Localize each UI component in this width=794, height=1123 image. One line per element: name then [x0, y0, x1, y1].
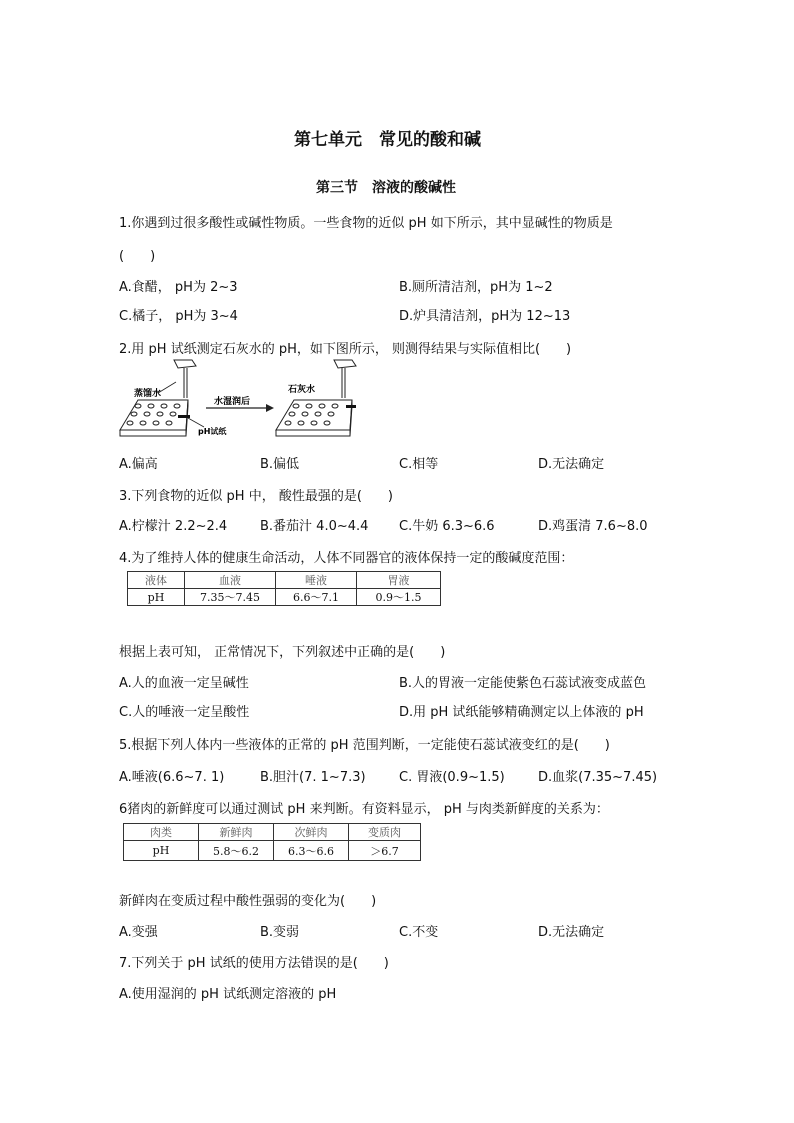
table-header-cell: 新鲜肉: [199, 824, 274, 841]
right-spot-plate: [276, 400, 352, 436]
q3-stem: 3.下列食物的近似 pH 中， 酸性最强的是( ): [119, 489, 393, 504]
q2-stem: 2.用 pH 试纸测定石灰水的 pH，如下图所示， 则测得结果与实际值相比( ): [119, 342, 572, 357]
table-header-cell: 肉类: [124, 824, 199, 841]
table-cell: ＞6.7: [349, 841, 421, 861]
q5-option-a: A.唾液(6.6~7. 1): [119, 770, 225, 785]
q5-option-b: B.胆汁(7. 1~7.3): [260, 770, 366, 785]
q4-stem: 4.为了维持人体的健康生命活动，人体不同器官的液体保持一定的酸碱度范围：: [119, 551, 574, 566]
label-ph-paper: pH试纸: [198, 427, 227, 436]
table-header-cell: 胃液: [357, 572, 441, 589]
q4-option-d: D.用 pH 试纸能够精确测定以上体液的 pH: [399, 705, 644, 720]
q4-option-a: A.人的血液一定呈碱性: [119, 676, 249, 691]
table-header-cell: 液体: [128, 572, 185, 589]
table-header-cell: 血液: [185, 572, 276, 589]
q7-option-a: A.使用湿润的 pH 试纸测定溶液的 pH: [119, 987, 337, 1002]
label-limewater: 石灰水: [288, 385, 316, 395]
q2-option-d: D.无法确定: [538, 457, 605, 472]
dropper-icon: [174, 360, 196, 398]
q6-option-d: D.无法确定: [538, 925, 605, 940]
table-header-cell: 变质肉: [349, 824, 421, 841]
q1-option-d: D.炉具清洁剂，pH为 12~13: [399, 309, 571, 324]
q6-lead: 新鲜肉在变质过程中酸性强弱的变化为( ): [119, 894, 377, 909]
meat-freshness-ph-table: [123, 823, 421, 861]
q3-option-a: A.柠檬汁 2.2~2.4: [119, 519, 228, 534]
q3-option-d: D.鸡蛋清 7.6~8.0: [538, 519, 648, 534]
q4-option-c: C.人的唾液一定呈酸性: [119, 705, 250, 720]
q5-option-c: C. 胃液(0.9~1.5): [399, 770, 505, 785]
q1-option-c: C.橘子， pH为 3~4: [119, 309, 238, 324]
q2-option-a: A.偏高: [119, 457, 158, 472]
q3-option-c: C.牛奶 6.3~6.6: [399, 519, 495, 534]
ph-test-figure: [116, 358, 366, 440]
q2-option-b: B.偏低: [260, 457, 300, 472]
table-cell: 5.8～6.2: [199, 841, 274, 861]
q4-lead: 根据上表可知， 正常情况下，下列叙述中正确的是( ): [119, 645, 446, 660]
table-cell: 7.35～7.45: [185, 589, 276, 606]
label-wet-with-water: 水湿润后: [214, 397, 251, 407]
q6-option-b: B.变弱: [260, 925, 300, 940]
table-cell: 6.3～6.6: [274, 841, 349, 861]
table-header-cell: 次鲜肉: [274, 824, 349, 841]
q1-option-b: B.厕所清洁剂，pH为 1~2: [399, 280, 553, 295]
q6-option-c: C.不变: [399, 925, 439, 940]
q2-option-c: C.相等: [399, 457, 439, 472]
table-cell: 0.9～1.5: [357, 589, 441, 606]
left-spot-plate: [120, 400, 188, 436]
q5-stem: 5.根据下列人体内一些液体的正常的 pH 范围判断，一定能使石蕊试液变红的是( ): [119, 738, 610, 753]
table-cell: pH: [128, 589, 185, 606]
q1-option-a: A.食醋， pH为 2~3: [119, 280, 238, 295]
table-cell: pH: [124, 841, 199, 861]
table-cell: 6.6～7.1: [276, 589, 357, 606]
q6-stem: 6猪肉的新鲜度可以通过测试 pH 来判断。有资料显示， pH 与肉类新鲜度的关系为：: [119, 802, 609, 817]
q5-option-d: D.血浆(7.35~7.45): [538, 770, 658, 785]
q7-stem: 7.下列关于 pH 试纸的使用方法错误的是( ): [119, 956, 389, 971]
q3-option-b: B.番茄汁 4.0~4.4: [260, 519, 369, 534]
q4-option-b: B.人的胃液一定能使紫色石蕊试液变成蓝色: [399, 676, 647, 691]
dropper-icon-right: [334, 360, 356, 398]
table-header-cell: 唾液: [276, 572, 357, 589]
q1-paren: ( ): [119, 249, 156, 264]
q1-stem: 1.你遇到过很多酸性或碱性物质。一些食物的近似 pH 如下所示，其中显碱性的物质是: [119, 216, 613, 231]
body-fluid-ph-table: [127, 571, 441, 606]
label-distilled-water: 蒸馏水: [134, 389, 162, 399]
q6-option-a: A.变强: [119, 925, 158, 940]
page-title: 第七单元 常见的酸和碱: [294, 130, 481, 150]
section-title: 第三节 溶液的酸碱性: [316, 180, 456, 196]
ph-paper-strip: [178, 415, 190, 418]
